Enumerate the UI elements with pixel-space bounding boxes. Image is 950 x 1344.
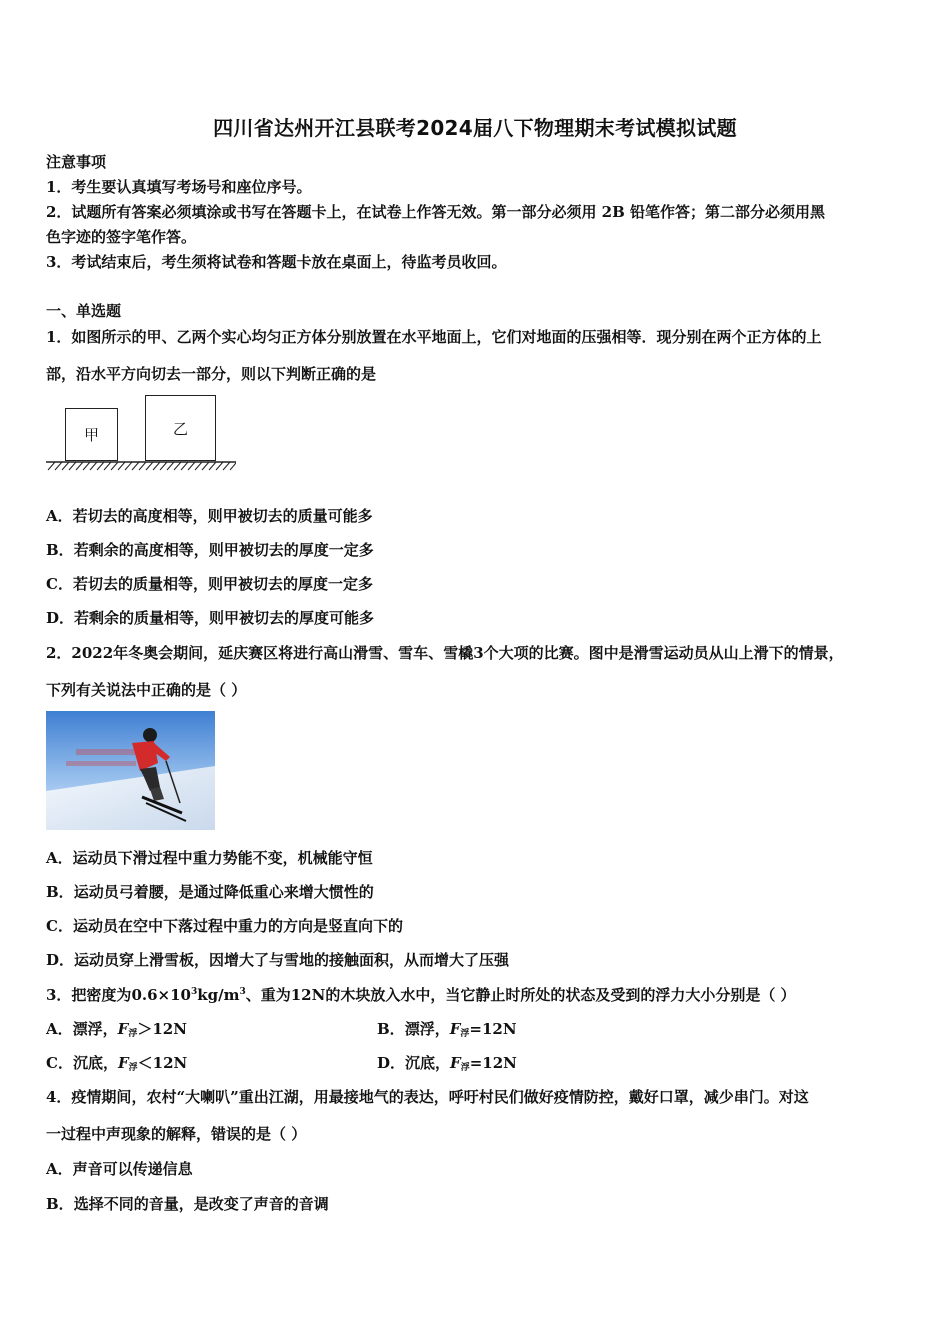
q2-stem-line2: 下列有关说法中正确的是（ ） [46, 681, 247, 699]
q3-option-d-sub: 浮 [460, 1063, 470, 1073]
q3-option-c-sub: 浮 [128, 1063, 138, 1073]
q1-option-c-text: 若切去的质量相等，则甲被切去的厚度一定多 [72, 575, 373, 593]
q3-option-a[interactable] [46, 1019, 187, 1044]
q3-option-b-sub: 浮 [460, 1029, 470, 1039]
q4-stem-line2: 一过程中声现象的解释，错误的是（ ） [46, 1125, 307, 1143]
notice-item-3: 3．考试结束后，考生须将试卷和答题卡放在桌面上，待监考员收回。 [46, 253, 507, 271]
q3-option-b-text: 漂浮， [404, 1020, 450, 1038]
q3-option-a-label: A． [46, 1020, 73, 1038]
cube-jia [65, 408, 118, 461]
q3-option-c-label: C． [46, 1054, 73, 1072]
q2-option-c-text: 运动员在空中下落过程中重力的方向是竖直向下的 [72, 917, 403, 935]
q1-option-a-label: A． [46, 507, 73, 525]
q3-option-c-text: 沉底， [72, 1054, 118, 1072]
section-heading-single-choice: 一、单选题 [46, 302, 122, 320]
skier-photo [46, 711, 215, 830]
q3-option-a-text: 漂浮， [72, 1020, 118, 1038]
q1-option-d-text: 若剩余的质量相等，则甲被切去的厚度可能多 [74, 609, 375, 627]
q3-option-a-sub: 浮 [128, 1029, 138, 1039]
q1-option-d[interactable] [46, 608, 374, 628]
q4-option-a-label: A． [46, 1160, 73, 1178]
q2-option-d-label: D． [46, 951, 75, 969]
q3-option-d-value: =12N [469, 1054, 517, 1072]
q3-option-d[interactable] [377, 1053, 517, 1078]
q3-option-a-value: ＞12N [137, 1020, 187, 1038]
page-title: 四川省达州开江县联考2024届八下物理期末考试模拟试题 [213, 116, 737, 140]
q3-option-b[interactable] [377, 1019, 517, 1044]
q3-option-c-value: ＜12N [137, 1054, 188, 1072]
q2-option-d-text: 运动员穿上滑雪板，因增大了与雪地的接触面积，从而增大了压强 [74, 951, 510, 969]
q3-stem-sup1: 3 [190, 987, 198, 997]
notice-item-2b: 色字迹的签字笔作答。 [46, 228, 197, 246]
q1-option-a[interactable] [46, 506, 373, 526]
q2-option-c-label: C． [46, 917, 73, 935]
q2-option-a-label: A． [46, 849, 73, 867]
notice-heading: 注意事项 [46, 153, 107, 171]
q2-stem-line1: 2．2022年冬奥会期间，延庆赛区将进行高山滑雪、雪车、雪橇3个大项的比赛。图中是滑雪运动员从山上滑下的情景， [46, 644, 844, 662]
q1-stem-line2: 部，沿水平方向切去一部分，则以下判断正确的是 [46, 365, 377, 383]
q3-stem-a: 3．把密度为0.6×10 [46, 986, 191, 1004]
q4-option-b-label: B． [46, 1195, 74, 1213]
q2-option-b-label: B． [46, 883, 74, 901]
q4-option-a[interactable] [46, 1159, 193, 1179]
cube-yi [145, 395, 216, 461]
q2-option-c[interactable] [46, 916, 403, 936]
cube-jia-label: 甲 [83, 426, 99, 444]
q3-stem-sup2: 3 [239, 987, 246, 997]
q3-stem-b: kg/m [197, 986, 240, 1004]
q1-option-c[interactable] [46, 574, 373, 594]
q3-option-b-force: F [449, 1020, 461, 1038]
q1-option-b-text: 若剩余的高度相等，则甲被切去的厚度一定多 [73, 541, 374, 559]
q1-option-a-text: 若切去的高度相等，则甲被切去的质量可能多 [72, 507, 373, 525]
q3-option-a-force: F [117, 1020, 129, 1038]
q2-option-d[interactable] [46, 950, 509, 970]
q4-option-a-text: 声音可以传递信息 [72, 1160, 193, 1178]
cube-yi-label: 乙 [172, 419, 188, 438]
q1-stem-line1: 1．如图所示的甲、乙两个实心均匀正方体分别放置在水平地面上，它们对地面的压强相等．现分别在两个正方体的上 [46, 328, 822, 346]
q1-option-b-label: B． [46, 541, 74, 559]
q3-option-d-force: F [450, 1054, 461, 1072]
q4-option-b[interactable] [46, 1194, 329, 1214]
q3-option-d-label: D． [377, 1054, 406, 1072]
q2-option-a-text: 运动员下滑过程中重力势能不变，机械能守恒 [72, 849, 373, 867]
q1-option-c-label: C． [46, 575, 73, 593]
q1-option-b[interactable] [46, 540, 374, 560]
q2-option-b-text: 运动员弓着腰，是通过降低重心来增大惯性的 [73, 883, 374, 901]
notice-item-2a: 2．试题所有答案必须填涂或书写在答题卡上，在试卷上作答无效。第一部分必须用 2B 铅笔作答；第二部分必须用黑 [46, 203, 826, 221]
q4-option-b-text: 选择不同的音量，是改变了声音的音调 [73, 1195, 329, 1213]
q2-option-a[interactable] [46, 848, 373, 868]
q1-option-d-label: D． [46, 609, 75, 627]
q3-option-d-text: 沉底， [405, 1054, 451, 1072]
ground-hatching [46, 461, 236, 471]
q4-stem-line1: 4．疫情期间，农村“大喇叭”重出江湖，用最接地气的表达，呼吁村民们做好疫情防控，戴好口罩，减少串门。对这 [46, 1088, 809, 1106]
q3-option-b-value: =12N [469, 1020, 517, 1038]
q2-option-b[interactable] [46, 882, 374, 902]
q3-stem-c: 、重为12N的木块放入水中，当它静止时所处的状态及受到的浮力大小分别是（ ） [245, 986, 796, 1004]
q3-option-c[interactable] [46, 1053, 187, 1078]
q3-option-c-force: F [117, 1054, 129, 1072]
q3-option-b-label: B． [377, 1020, 405, 1038]
notice-item-1: 1．考生要认真填写考场号和座位序号。 [46, 178, 312, 196]
q3-stem [46, 985, 796, 1005]
